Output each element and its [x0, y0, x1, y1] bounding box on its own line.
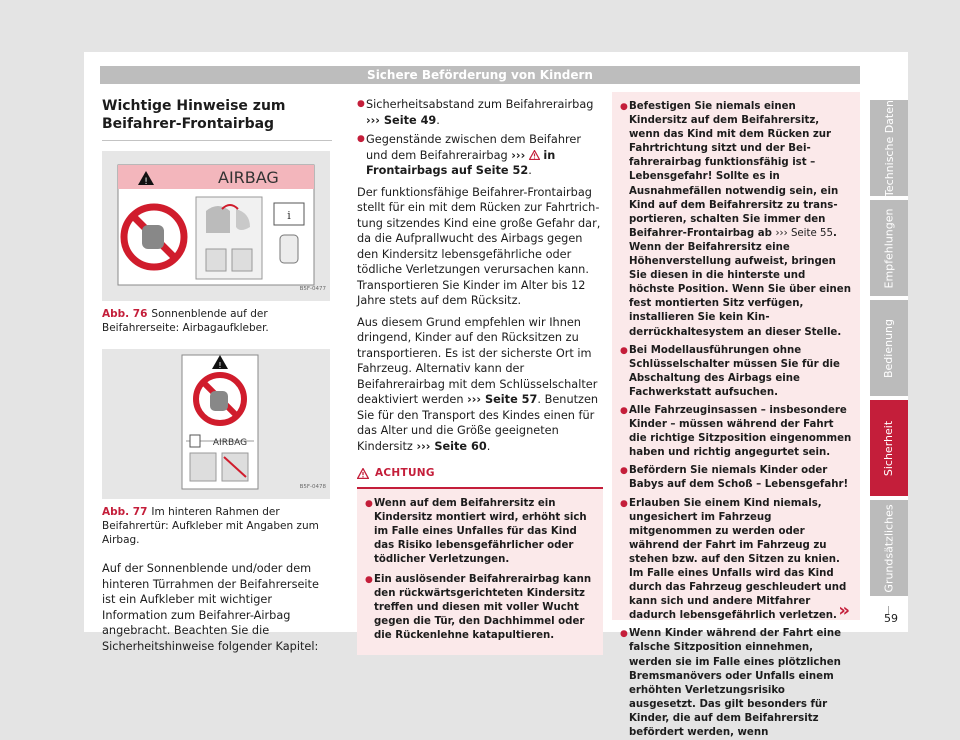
warning-item: ● Alle Fahrzeuginsassen – insbesondere Kinder – müssen während der Fahrt die richtige Sitzposition eingenommen haben und richtig angegurtet sein. — [620, 404, 852, 460]
warning-triangle-icon — [529, 150, 540, 160]
tab-technische-daten[interactable]: Technische Daten — [870, 100, 908, 196]
middle-column — [357, 97, 603, 655]
chapter-tabs — [870, 100, 908, 600]
page-link-arrow[interactable]: ››› — [511, 148, 526, 162]
continue-arrow-icon: » — [838, 599, 850, 621]
section-title: Wichtige Hinweise zum Beifahrer-Frontairbag — [102, 98, 286, 132]
warning-item: ● Bei Modellausführungen ohne Schlüsselschalter müssen Sie für die Abschaltung des Airbags eine Fachwerkstatt aufsuchen. — [620, 344, 852, 400]
page-link[interactable]: ››› Seite 55 — [775, 227, 833, 239]
page-link[interactable]: ››› Seite 60 — [416, 439, 487, 453]
figure-77-door-frame-label — [102, 349, 330, 499]
warning-item: ● Befestigen Sie niemals einen Kindersitz auf dem Beifahrersitz, wenn das Kind mit dem Rücken zur Fahrtrichtung sitzt und der Beifahrerairbag funktionsfähig ist – Lebensgefahr! Sollte es in Ausnahmefällen notwendig sein, ein Kind auf dem Beifahrersitz zu transportieren, schalten Sie immer den Beifahrer-Frontairbag ab ››› Seite 55. Wenn der Beifahrersitz eine Höhenverstellung aufweist, bringen Sie diesen in die hinterste und höchste Position. Wenn Sie über einen fest montierten Sitz verfügen, installieren Sie kein Kinderrückhaltesystem an dieser Stelle. — [620, 100, 852, 340]
warning-item: ● Ein auslösender Beifahrerairbag kann den rückwärtsgerichteten Kindersitz treffen und diesen mit voller Wucht gegen die Tür, den Dachhimmel oder die Rückenlehne katapultieren. — [365, 573, 595, 644]
warning-box — [357, 489, 603, 655]
page-link[interactable]: in Frontairbags auf Seite 52 — [366, 148, 556, 177]
figure-caption-text: Im hinteren Rahmen der Beifahrertür: Aufkleber mit Angaben zum Airbag. — [102, 506, 319, 546]
tab-sicherheit[interactable]: Sicherheit — [870, 400, 908, 496]
tab-grundsaetzliches[interactable]: Grundsätzliches — [870, 500, 908, 596]
warning-item: ● Wenn Kinder während der Fahrt eine falsche Sitzposition einnehmen, werden sie im Falle eines plötzlichen Bremsmanövers oder Unfalls einem erhöhten Verletzungsrisiko ausgesetzt. Das gilt besonders für Kinder, die auf dem Beifahrersitz befördert werden, wenn — [620, 627, 852, 740]
page-number: 59 — [884, 612, 898, 625]
airbag-text: AIRBAG — [212, 438, 248, 448]
figure-code: B5F-0477 — [299, 285, 326, 292]
warning-header — [357, 466, 603, 489]
page-link[interactable]: ››› Seite 57 — [467, 393, 538, 406]
door-sticker-illustration — [102, 349, 330, 499]
warning-item: ● Befördern Sie niemals Kinder oder Babys auf dem Schoß – Lebensgefahr! — [620, 464, 852, 492]
svg-text:!: ! — [218, 361, 222, 370]
figure-code: B5F-0478 — [299, 483, 326, 490]
airbag-sticker-illustration — [102, 151, 330, 301]
paragraph: Der funktionsfähige Beifahrer-Frontairbag stellt für ein mit dem Rücken zur Fahrtrichtung sitzendes Kind eine große Gefahr dar, da die Aufprallwucht des Airbags gegen den Kindersitz lebensgefährliche oder tödliche Verletzungen verursachen kann. Transportieren Sie Kinder im Alter bis 12 Jahre stets auf dem Rücksitz. — [357, 185, 601, 307]
chapter-header: Sichere Beförderung von Kindern — [100, 66, 860, 84]
section-divider — [102, 140, 332, 141]
warning-triangle-icon — [357, 468, 369, 479]
figure-76-caption — [102, 307, 332, 335]
list-item: ● Sicherheitsabstand zum Beifahrerairbag ››› Seite 49. — [357, 97, 603, 128]
warning-continuation-box — [612, 92, 860, 739]
page-link[interactable]: ››› Seite 49 — [366, 113, 437, 127]
figure-77-caption — [102, 505, 332, 547]
intro-paragraph: Auf der Sonnenblende und/oder dem hinteren Türrahmen der Beifahrerseite ist ein Aufkleber mit wichtiger Information zum Beifahrer-Airbag angebracht. Beachten Sie die Sicherheitshinweise folgender Kapitel: — [102, 562, 319, 653]
paragraph: Aus diesem Grund empfehlen wir Ihnen dringend, Kinder auf den Rücksitzen zu transportieren. Es ist der sicherste Ort im Fahrzeug. Alternativ kann der Beifahrerairbag mit dem Schlüsselschalter deaktiviert werden ››› Seite 57. Benutzen Sie für den Transport des Kindes einen für das Alter und die Größe geeigneten Kindersitz ››› Seite 60. — [357, 315, 599, 453]
svg-text:!: ! — [144, 177, 148, 187]
figure-caption-text: Sonnenblende auf der Beifahrerseite: Airbagaufkleber. — [102, 308, 269, 334]
svg-text:i: i — [287, 209, 291, 222]
left-column — [102, 97, 332, 660]
warning-item: ● Wenn auf dem Beifahrersitz ein Kindersitz montiert wird, erhöht sich im Falle eines Unfalles für das Kind das Risiko lebensgefährlicher oder tödlicher Verletzungen. — [365, 497, 595, 568]
figure-76-sun-visor-label — [102, 151, 330, 301]
warning-item: ● Erlauben Sie einem Kind niemals, ungesichert im Fahrzeug mitgenommen zu werden oder während der Fahrt im Fahrzeug zu stehen bzw. auf den Sitzen zu knien. Im Falle eines Unfalls wird das Kind durch das Fahrzeug geschleudert und kann sich und andere Mitfahrer dadurch lebensgefährlich verletzen. — [620, 497, 852, 624]
list-item: ● Gegenstände zwischen dem Beifahrer und dem Beifahrerairbag ››› in Frontairbags auf Seite 52. — [357, 132, 603, 179]
airbag-text: AIRBAG — [218, 168, 279, 187]
tab-bedienung[interactable]: Bedienung — [870, 300, 908, 396]
figure-label: Abb. 76 — [102, 308, 148, 320]
tab-empfehlungen[interactable]: Empfehlungen — [870, 200, 908, 296]
warning-title: ACHTUNG — [375, 467, 435, 479]
figure-label: Abb. 77 — [102, 506, 148, 518]
